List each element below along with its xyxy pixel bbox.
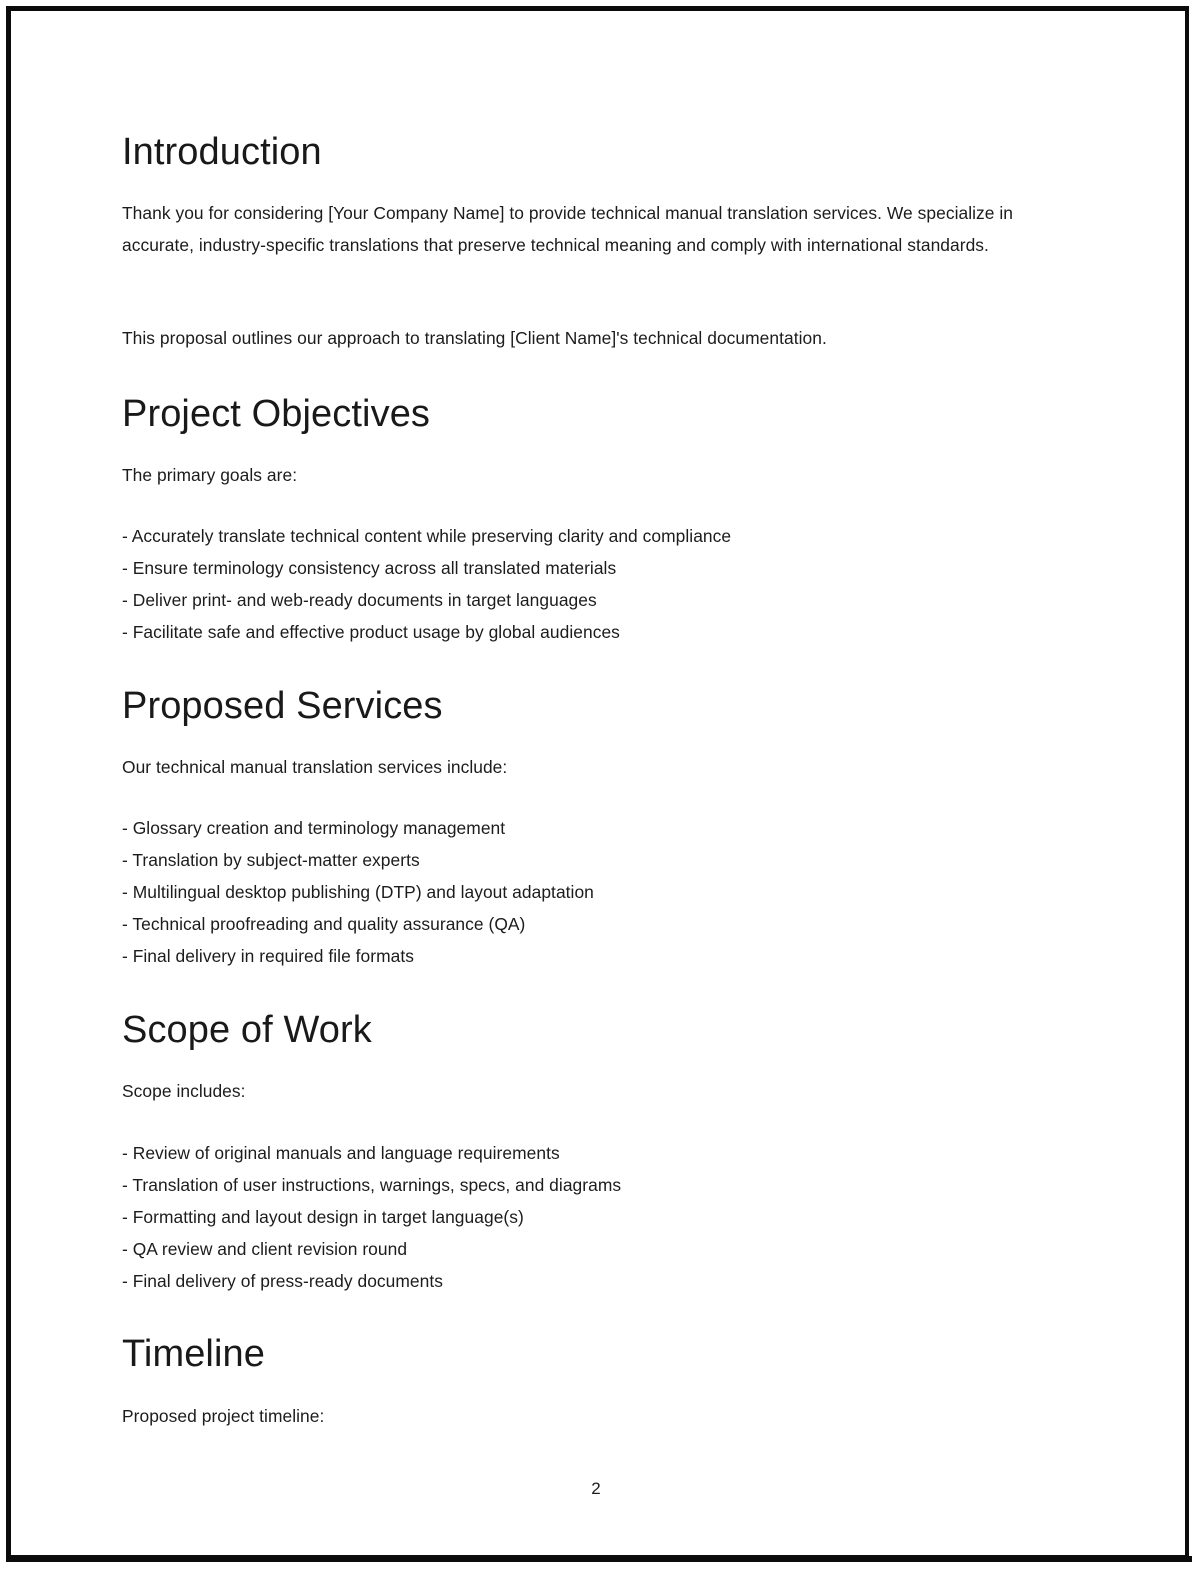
list-item: - Technical proofreading and quality assurance (QA)	[122, 914, 526, 934]
list-item: - Deliver print- and web-ready documents in target languages	[122, 590, 597, 610]
list-project-objectives	[122, 520, 1070, 648]
page-border-left	[6, 6, 11, 1562]
lead-timeline: Proposed project timeline:	[122, 1406, 325, 1426]
list-item: - Facilitate safe and effective product usage by global audiences	[122, 622, 620, 642]
list-item: - Final delivery in required file formats	[122, 946, 415, 966]
list-scope-of-work	[122, 1137, 1070, 1297]
lead-scope-of-work: Scope includes:	[122, 1081, 246, 1101]
list-item: - Formatting and layout design in target language(s)	[122, 1207, 524, 1227]
heading-proposed-services: Proposed Services	[122, 685, 443, 727]
paragraph-introduction-1: Thank you for considering [Your Company Name] to provide technical manual translation services. We specialize in accurate, industry-specific translations that preserve technical meaning and comply with international standards.	[122, 203, 1014, 255]
page-number: 2	[591, 1479, 601, 1498]
paragraph-introduction-2: This proposal outlines our approach to translating [Client Name]'s technical documentation.	[122, 328, 827, 348]
list-item: - Final delivery of press-ready documents	[122, 1271, 444, 1291]
list-item: - Glossary creation and terminology management	[122, 818, 506, 838]
heading-timeline: Timeline	[122, 1333, 265, 1375]
list-item: - Translation of user instructions, warnings, specs, and diagrams	[122, 1175, 622, 1195]
lead-proposed-services: Our technical manual translation services include:	[122, 757, 508, 777]
list-item: - Multilingual desktop publishing (DTP) and layout adaptation	[122, 882, 594, 902]
list-item: - Accurately translate technical content while preserving clarity and compliance	[122, 526, 732, 546]
page-border-bottom	[6, 1556, 1192, 1562]
document-page	[6, 6, 1188, 1558]
page-border-right	[1185, 6, 1189, 1558]
heading-introduction: Introduction	[122, 131, 322, 173]
list-item: - Review of original manuals and language requirements	[122, 1143, 560, 1163]
list-item: - Translation by subject-matter experts	[122, 850, 420, 870]
list-item: - QA review and client revision round	[122, 1239, 408, 1259]
document-content	[122, 9, 1070, 1555]
list-item: - Ensure terminology consistency across all translated materials	[122, 558, 617, 578]
lead-project-objectives: The primary goals are:	[122, 465, 298, 485]
heading-project-objectives: Project Objectives	[122, 393, 431, 435]
list-proposed-services	[122, 812, 1070, 972]
heading-scope-of-work: Scope of Work	[122, 1009, 372, 1051]
page-border-top	[6, 6, 1189, 11]
